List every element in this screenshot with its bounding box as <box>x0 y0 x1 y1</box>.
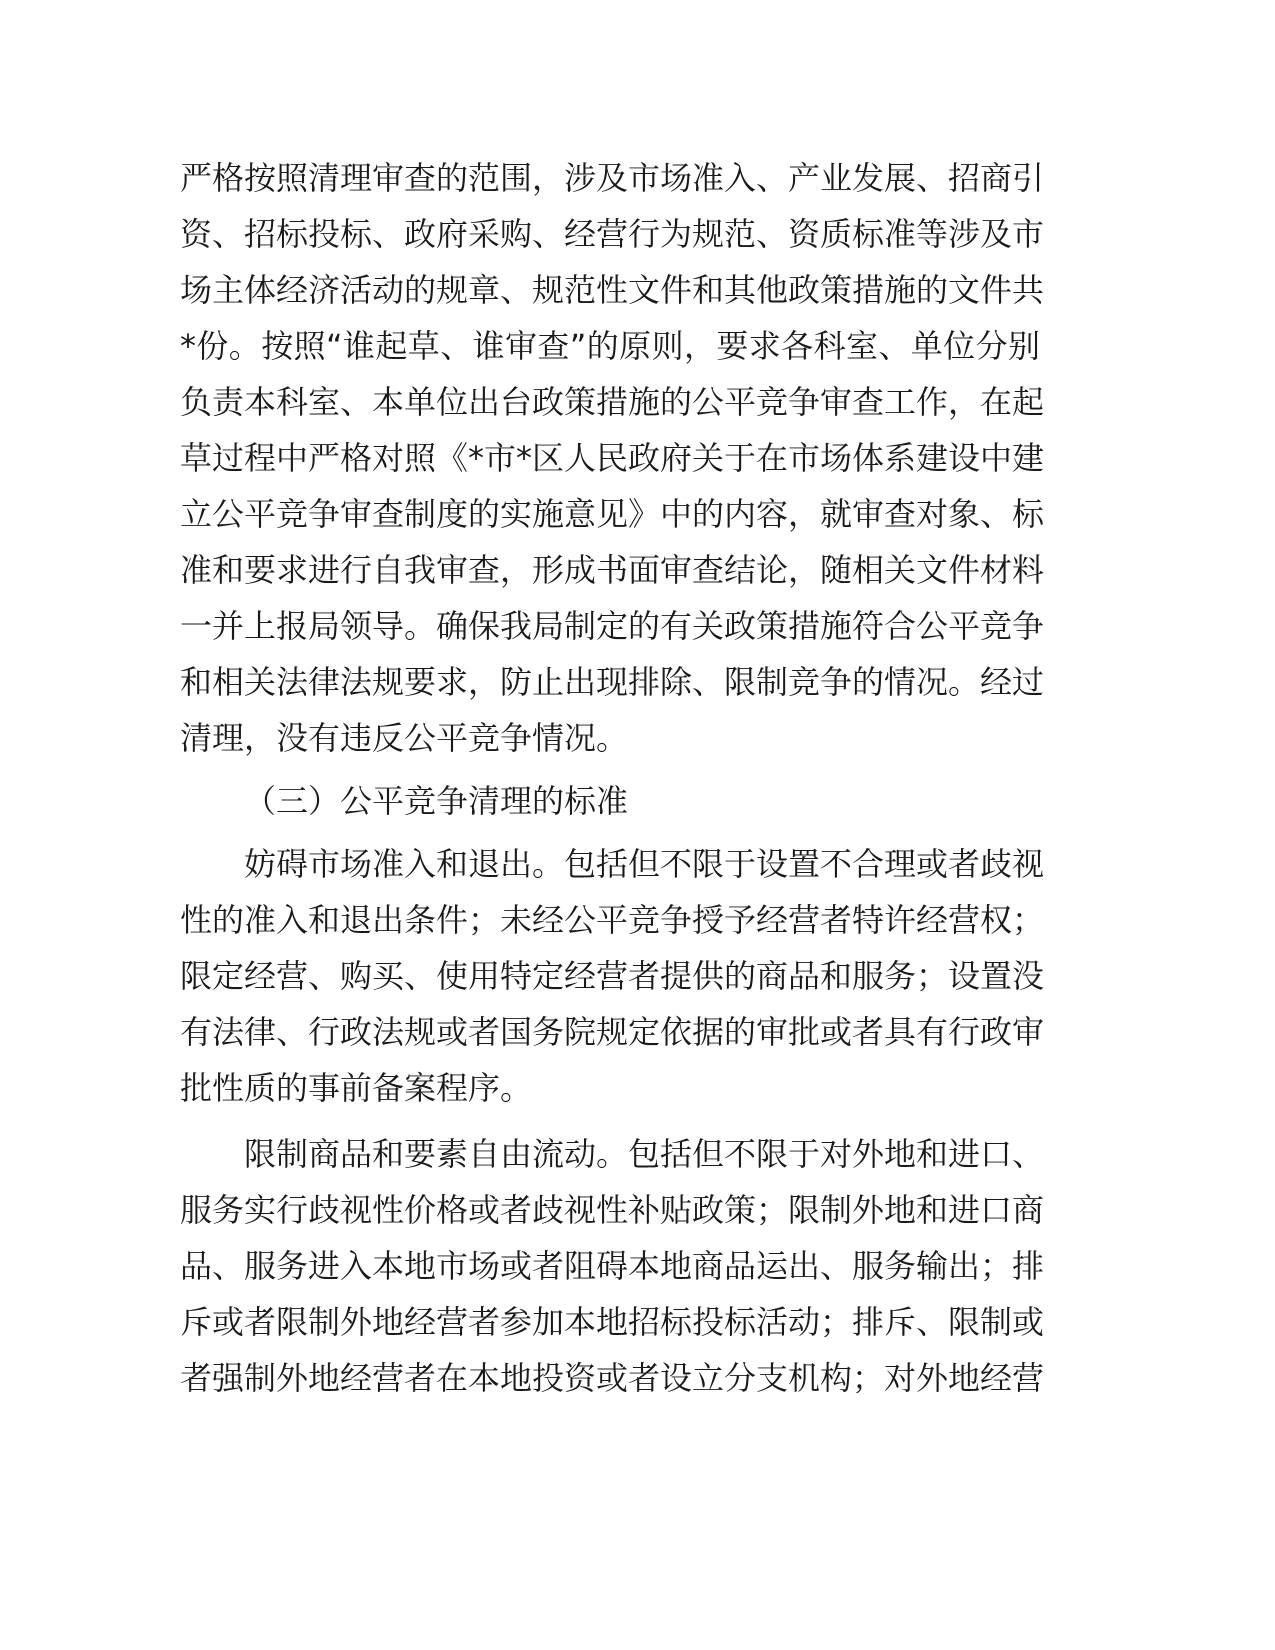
text-line: 限定经营、购买、使用特定经营者提供的商品和服务；设置没 <box>180 957 1045 995</box>
text-line: 立公平竞争审查制度的实施意见》中的内容，就审查对象、标 <box>180 495 1045 533</box>
text-line: 一并上报局领导。确保我局制定的有关政策措施符合公平竞争 <box>180 607 1045 645</box>
text-line: 准和要求进行自我审查，形成书面审查结论，随相关文件材料 <box>180 551 1045 589</box>
paragraph-free-flow <box>180 1126 1045 1406</box>
text-line: 资、招标投标、政府采购、经营行为规范、资质标准等涉及市 <box>180 215 1045 253</box>
text-line: 品、服务进入本地市场或者阻碍本地商品运出、服务输出；排 <box>180 1247 1045 1285</box>
text-line: 批性质的事前备案程序。 <box>180 1069 533 1107</box>
text-line: *份。按照“谁起草、谁审查”的原则，要求各科室、单位分别 <box>180 327 1040 365</box>
text-line: 清理，没有违反公平竞争情况。 <box>180 719 629 757</box>
text-line: 性的准入和退出条件；未经公平竞争授予经营者特许经营权； <box>180 901 1045 939</box>
section-heading-text: （三）公平竞争清理的标准 <box>244 782 629 820</box>
text-line: 严格按照清理审查的范围，涉及市场准入、产业发展、招商引 <box>180 159 1045 197</box>
text-line: 有法律、行政法规或者国务院规定依据的审批或者具有行政审 <box>180 1013 1045 1051</box>
text-line: 妨碍市场准入和退出。包括但不限于设置不合理或者歧视 <box>244 845 1045 883</box>
paragraph-market-access <box>180 836 1045 1116</box>
text-line: 负责本科室、本单位出台政策措施的公平竞争审查工作，在起 <box>180 383 1045 421</box>
text-line: 场主体经济活动的规章、规范性文件和其他政策措施的文件共 <box>180 271 1045 309</box>
paragraph-scope-review <box>180 150 1045 766</box>
text-line: 限制商品和要素自由流动。包括但不限于对外地和进口、 <box>244 1135 1045 1173</box>
text-line: 斥或者限制外地经营者参加本地招标投标活动；排斥、限制或 <box>180 1303 1045 1341</box>
text-line: 草过程中严格对照《*市*区人民政府关于在市场体系建设中建 <box>180 439 1045 477</box>
text-line: 服务实行歧视性价格或者歧视性补贴政策；限制外地和进口商 <box>180 1191 1045 1229</box>
text-line: 和相关法律法规要求，防止出现排除、限制竞争的情况。经过 <box>180 663 1045 701</box>
section-heading <box>180 773 1040 829</box>
text-line: 者强制外地经营者在本地投资或者设立分支机构；对外地经营 <box>180 1359 1045 1397</box>
